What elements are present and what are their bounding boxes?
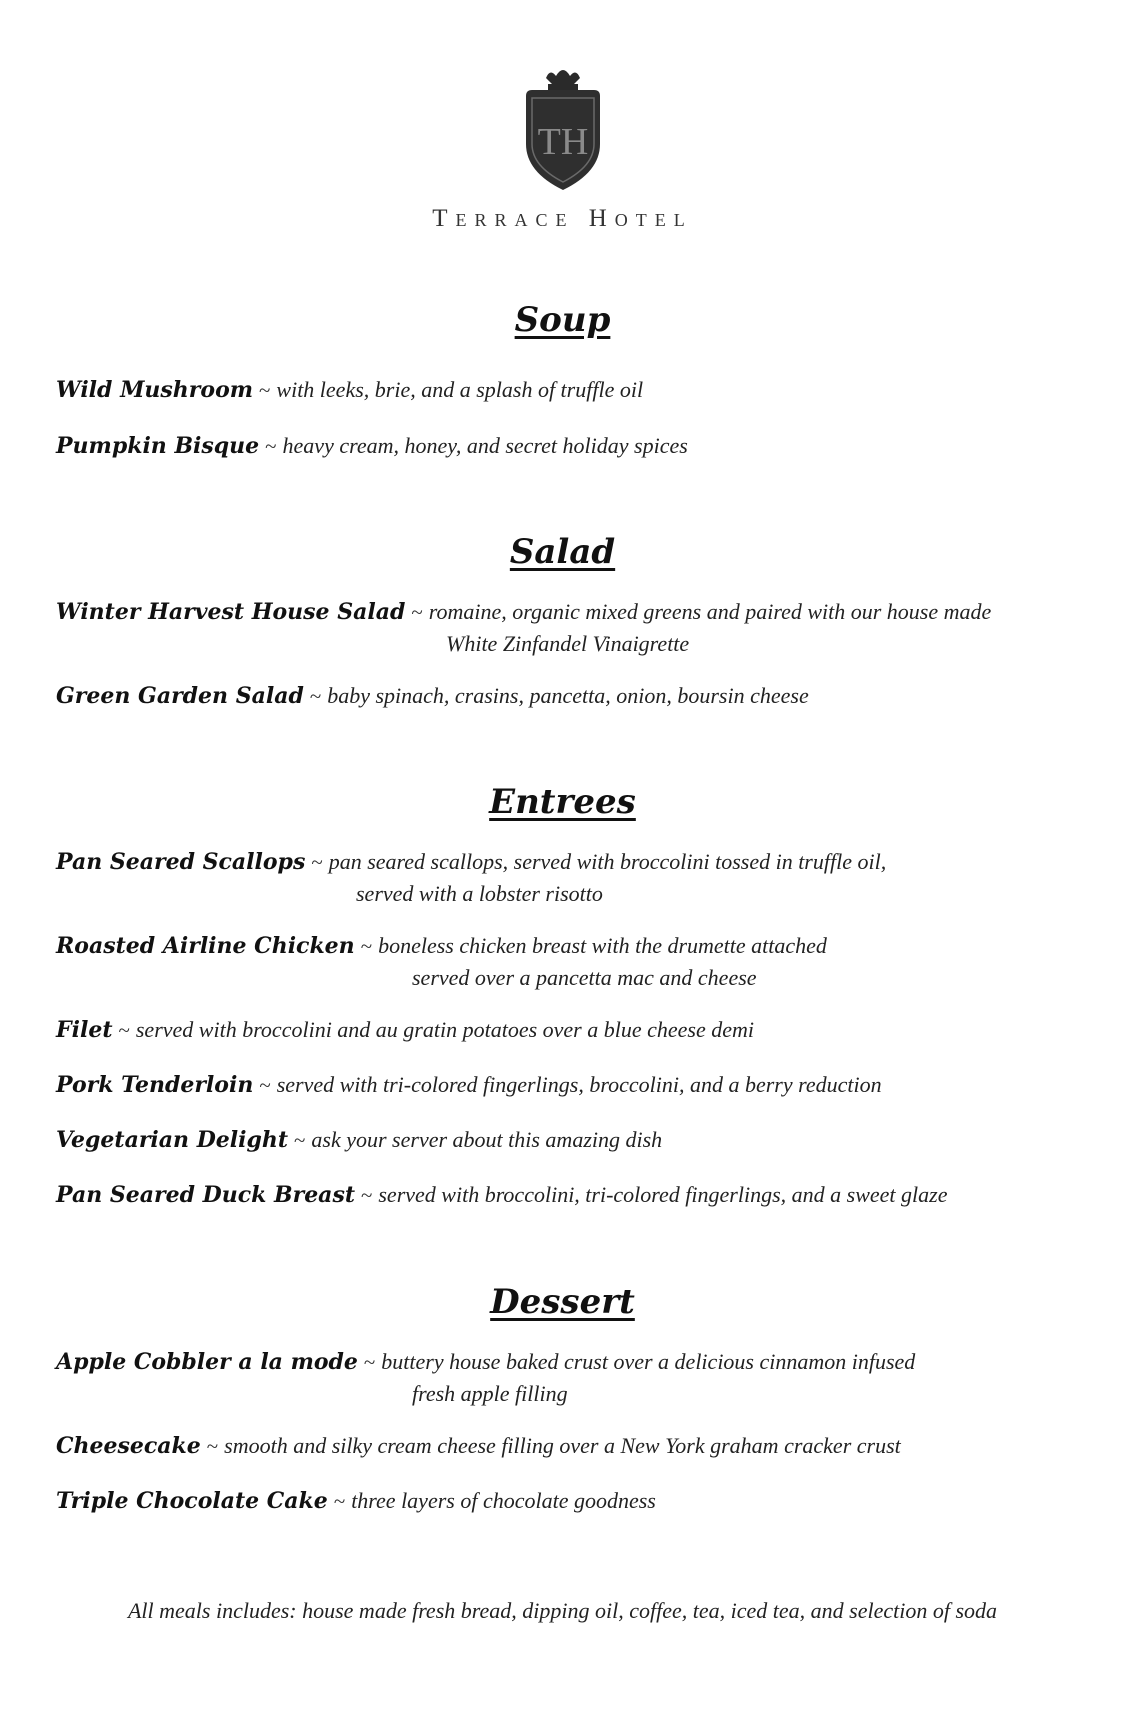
- item-description-continued: White Zinfandel Vinaigrette: [446, 631, 690, 656]
- item-name: Pork Tenderloin: [56, 1072, 254, 1098]
- hotel-name: Terrace Hotel: [432, 205, 693, 232]
- item-description: pan seared scallops, served with broccolini tossed in truffle oil,: [328, 849, 887, 874]
- menu-item: [56, 1069, 1076, 1101]
- menu-item: [56, 596, 1076, 659]
- item-name: Winter Harvest House Salad: [56, 599, 406, 625]
- item-description: with leeks, brie, and a splash of truffle oil: [276, 377, 644, 402]
- menu-item: [56, 374, 1076, 406]
- item-description: ask your server about this amazing dish: [311, 1127, 663, 1152]
- menu-item: [56, 680, 1076, 712]
- item-name: Wild Mushroom: [56, 377, 254, 403]
- separator: ~: [333, 1489, 346, 1513]
- separator: ~: [294, 1128, 306, 1152]
- item-name: Apple Cobbler a la mode: [56, 1349, 358, 1375]
- item-name: Roasted Airline Chicken: [56, 933, 355, 959]
- item-description: buttery house baked crust over a delicious cinnamon infused: [381, 1349, 916, 1374]
- crest-icon: [518, 62, 608, 194]
- separator: ~: [259, 1073, 271, 1097]
- separator: ~: [361, 1183, 373, 1207]
- section-heading-entrees: Entrees: [489, 782, 636, 822]
- menu-item: [56, 1430, 1076, 1462]
- item-name: Green Garden Salad: [56, 683, 304, 709]
- item-description: smooth and silky cream cheese filling over a New York graham cracker crust: [224, 1433, 901, 1458]
- menu-item: [56, 846, 1076, 909]
- item-description: boneless chicken breast with the drumette attached: [378, 933, 827, 958]
- separator: ~: [265, 434, 277, 458]
- footer-note: All meals includes: house made fresh bread, dipping oil, coffee, tea, iced tea, and selection of soda: [127, 1598, 998, 1623]
- menu-item: [56, 1179, 1076, 1211]
- item-name: Pan Seared Duck Breast: [56, 1182, 355, 1208]
- item-description: heavy cream, honey, and secret holiday spices: [282, 433, 688, 458]
- item-description: romaine, organic mixed greens and paired with our house made: [428, 599, 992, 624]
- menu-item: [56, 1485, 1076, 1517]
- item-description-continued: fresh apple filling: [412, 1381, 568, 1406]
- item-description: served with broccolini, tri-colored fingerlings, and a sweet glaze: [378, 1182, 948, 1207]
- menu-item: [56, 1014, 1076, 1046]
- separator: ~: [259, 378, 271, 402]
- logo-letters: TH: [537, 121, 588, 163]
- menu-item: [56, 1124, 1076, 1156]
- separator: ~: [363, 1350, 376, 1374]
- item-description-continued: served with a lobster risotto: [356, 881, 603, 906]
- item-name: Cheesecake: [56, 1433, 201, 1459]
- item-description-continued: served over a pancetta mac and cheese: [412, 965, 757, 990]
- item-description: served with tri-colored fingerlings, broccolini, and a berry reduction: [276, 1072, 882, 1097]
- separator: ~: [118, 1018, 130, 1042]
- menu-item: [56, 930, 1076, 993]
- separator: ~: [206, 1434, 219, 1458]
- section-heading-salad: Salad: [509, 532, 616, 572]
- menu-item: [56, 430, 1076, 462]
- item-name: Pan Seared Scallops: [56, 849, 306, 875]
- item-description: baby spinach, crasins, pancetta, onion, boursin cheese: [327, 683, 809, 708]
- menu-item: [56, 1346, 1076, 1409]
- section-heading-soup: Soup: [514, 300, 611, 340]
- item-name: Vegetarian Delight: [56, 1127, 289, 1153]
- separator: ~: [411, 600, 423, 624]
- item-description: served with broccolini and au gratin potatoes over a blue cheese demi: [135, 1017, 754, 1042]
- item-name: Filet: [56, 1017, 113, 1043]
- item-name: Triple Chocolate Cake: [56, 1488, 328, 1514]
- separator: ~: [309, 684, 322, 708]
- item-description: three layers of chocolate goodness: [351, 1488, 656, 1513]
- separator: ~: [360, 934, 373, 958]
- separator: ~: [311, 850, 323, 874]
- item-name: Pumpkin Bisque: [56, 433, 260, 459]
- hotel-logo: [0, 62, 1125, 198]
- section-heading-dessert: Dessert: [490, 1282, 635, 1322]
